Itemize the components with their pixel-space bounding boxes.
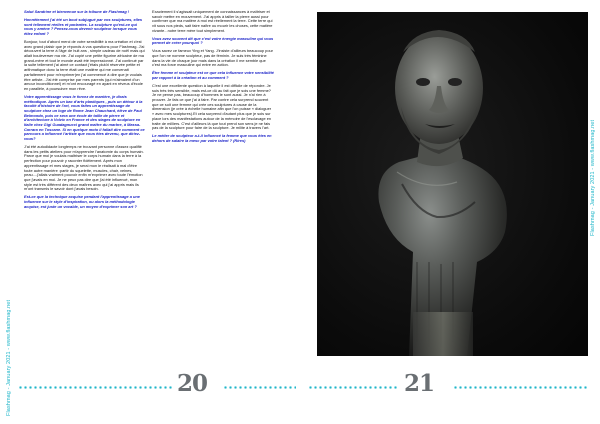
answer-paragraph: Vous savez ce fameux Ying et Yang. J'insiste d'ailleurs beaucoup pour que l'on ne nomme sculpteur, pas de féminin. Je suis très féminine dans la vie de chaque jour mais dans la création il me semble que c'est ma force masculine qui entre en action. — [152, 48, 273, 68]
left-column-1 — [24, 10, 146, 360]
left-footer — [18, 381, 296, 395]
answer-paragraph — [305, 230, 306, 231]
question-paragraph: Honnêtement j'ai été un bout subjugué par vos sculptures, elles sont tellement réelles et parlantes. La sculpture qu'est-ce qui vous y amène ? Pensez-vous devenir sculpteur lorsque vous étiez enfant ? — [24, 16, 143, 36]
question-paragraph: Vous avez souvent dit que c'est votre énergie masculine qui vous permet de créer pourquoi ? — [152, 35, 274, 46]
question-paragraph: Être femme et sculpteur est ce que cela influence votre sensibilité par rapport à la création et au comment ? — [152, 70, 274, 80]
left-column-2 — [152, 10, 274, 360]
question-paragraph: Est-ce que la technique acquise pendant l'apprentissage a une influence sur le style d'inspiration, ou alors la méthodologie acquise, est juste un vocable, un moyen d'exprimer son art ? — [24, 194, 140, 209]
dotted-rule-left — [308, 386, 398, 389]
sculpture-photo — [317, 12, 588, 356]
dotted-rule-right — [223, 386, 296, 389]
answer-paragraph: Exactement il s'agissait uniquement de connaissances à maîtriser et savoir mettre en mouvement. J'ai appris à tailler la pierre aussi pour confirmer que ma matière à moi est réellement la terre. Cette terre qui vit sous nos pieds, sait faire naître ou mourir les choses, cette matière vivante...notre terre mère tout simplement. — [152, 10, 273, 33]
question-paragraph: Salut Sandrine et bienvenue sur la tribune de Flashmag ! — [24, 10, 130, 14]
question-paragraph: Le métier de sculpteur a-t-il influencé la femme que vous êtes en dehors de salaire la mesc par votre talent ? (Rires) — [152, 133, 272, 143]
bust-sculpture-icon — [317, 12, 588, 356]
page-number-right: 21 — [404, 370, 435, 397]
magazine-side-label: Flashmag - January 2021 - www.flashmag.net — [6, 299, 12, 416]
dotted-rule-right — [453, 386, 588, 389]
page-number-left: 20 — [177, 370, 208, 397]
magazine-side-label-right: Flashmag - January 2021 - www.flashmag.net — [590, 119, 596, 236]
answer-paragraph: Bonjour, tout d'abord merci de votre sensibilité à ma création et c'est avec grand plaisir que je réponds à vos questions pour Flashmag. J'ai découvert la terre à l'âge de huit ans , simple cadeau de noël mais qui allait bouleverser ma vie. J'ai copié une petite figurine africaine de ma grand-mère et tout le monde avait été impressionné. J'ai continué par la suite tellement j'ai aimé ce contact j'étais plutôt réservée petite et arithmatique donc la terre était une matière qui me convenait parfaitement pour m'exprimer(en j'ai commencé à dire que je voulais être artiste.. J'ai été comprise par mes parents (qui m'aimaient d'un amour inconditionnel) et m'ont encouragé en ayant en réveus d'école en parallèle, à poursuivre mon rêve. — [24, 38, 145, 91]
answer-paragraph: J'ai été autodidacte longtemps ne trouvant personne d'assez qualifié dans les petits ateliers pour m'apprendre l'anatomie du corps humain. Parce que moi je voulais maîtriser le corps humain dans la terre à la perfection pour pouvoir y raconter fidèlement. Après mon apprentissage et mes stages, je serai mon le réalisait à mal d'être toute autre manière :partir du squelette, muscles, chair, veines, peau....j'allais vraiment pouvoir enfin m'exprimer avec toute l'émotion que j'avais en moi. Je ne peux pas dire que j'ai été influencé, mon style est très différent des deux maîtres avec qui j'ai appris mais ils m'ont transmis le savoir dont j'avais besoin. — [24, 144, 144, 192]
right-footer — [308, 381, 588, 395]
dotted-rule-left — [18, 386, 173, 389]
answer-paragraph: C'est une excellente question à laquelle il est difficile de répondre. Je suis très très sensible, mais est-ce dû au fait que je sois une femme? Je ne pense pas, beaucoup d'hommes le sont aussi. Je n'ai rien à prouver. Je fais ce que j'ai à faire. Par contre cela surprend souvent que ce soit une femme qui crée ces sculptures à cause de la dimension (je crée à échelle humaine afin que l'on puisse « dialoguer » avec mes sculptures).Et cela surprend d'autant plus que je sois sur place lors des manifestations autour de la mémoire de l'esclavage en traite de milliers. C'est d'ailleurs là que tout prend son sens je ne fais pas de la sculpture pour faire de la sculpture. Je milite à travers l'art. — [152, 82, 272, 131]
question-paragraph: Votre apprentissage vous le forcez de manière, je dirais méthodique. Après un bac d'arts plastiques , puis un détour à la faculté d'histoire de l'art, vous faites un apprentissage de sculpture chez un loge de Rome Jean Chauchard, élève de Paul Belmondo, puis ce sera une école de taille de pierre et d'architecture à Volvic en France et des stages de sculpture en Italie chez Gigi Guadagnucci grand maître du marbre, à Massa-Carrara en Toscane. Si en quelque moto il fallait dire comment ce parcours a influencé l'artiste que vous êtes devenu, que diriez-vous? — [24, 93, 145, 142]
